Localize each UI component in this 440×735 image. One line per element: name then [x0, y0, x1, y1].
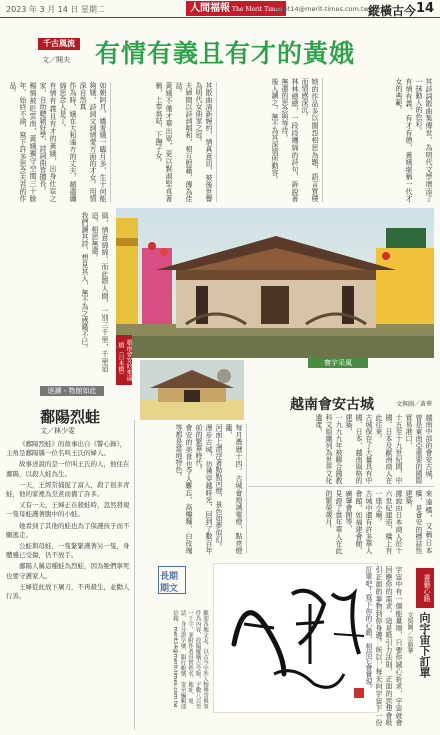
article1-body-col-4: 其詩詞散曲集傳世，為明代文學增添了一抹動人的色彩。 有情有義，有才有德，黃娥堪稱一代才女的典範。: [395, 78, 433, 202]
article2-tag: 寰宇采風: [308, 358, 368, 368]
article4-title: 向宇宙下訂單: [418, 612, 431, 678]
article4-author: 文與圖／宗勝華: [406, 612, 413, 654]
article3-author: 文／林少雯: [40, 427, 75, 435]
hoi-an-bridge-photo: [116, 208, 434, 358]
submission-notice-text: 歡迎各地文友，以古今中外人物傳奇與事件為內容，投稿縱橫古今版。字數八百至一千字，並附作者真實姓名、地址、電話、身分證字號、銀行帳號，寄至編輯部信箱：merit14@merit-times.com.tw: [172, 610, 208, 709]
column-tag: [158, 566, 186, 594]
page-number: 14: [416, 1, 435, 16]
article1-tag: 千古風流: [38, 38, 80, 50]
calligraphy-artwork: [213, 563, 378, 713]
page-header: [0, 0, 440, 18]
article2-author: 文與圖／黃華: [396, 401, 433, 408]
photo-caption: 越南會安的來遠橋（日本橋）: [116, 335, 132, 385]
article3-tag: 逐讀・物館如此: [40, 386, 104, 396]
hoi-an-temple-photo: [140, 360, 244, 420]
submission-notice: [142, 610, 208, 710]
article1-title: 有情有義且有才的黃娥: [95, 39, 356, 68]
bridge-illustration: [116, 208, 434, 358]
article1-author: 文／開夫: [42, 56, 70, 64]
article1-body-col-5: 風，情意綿綿，而此際人間，一別三千里，千里迢迢，相思無盡。 我們讀其詩，想見其人，無不為之感嘆不已。: [81, 212, 109, 372]
article1-body-col-1: 如朝阿月，嬌羞娥一臨月多，生十何能夠娥，詩詞文詞情愛方面的才女。用情深自然真 作為時，娥在大和遠方的丈夫，頗盡纏綿思念人是了。 有情有義且有才的黃娥，出身仕宦之家，自幼聰穎好學，詩詞曲皆擅長。 楊慎被貶雲南，黃娥獨守空閨三十餘年，始終不渝，寫下許多思念夫君的作品。: [9, 82, 107, 202]
calligraphy-illustration: [214, 564, 377, 712]
article2-title: 越南會安古城: [290, 397, 374, 413]
article4-body: 宇宙中有一個能量場，只要你誠心祈求，宇宙就會回應你的需求。這是吸引力法則，正面的思想會吸引正面的事物到你身邊。所以，每天向宇宙下一份訂單吧！寫下你的心願，相信它會實現。: [365, 566, 403, 727]
article3-title: 鄱陽烈蛙: [40, 408, 101, 426]
temple-illustration: [140, 360, 244, 420]
logo-chinese: 人間福報: [190, 3, 230, 14]
article1-body-col-3: 她的作品多以閨怨相思為題，語言質樸而情感深沉。 林林總總，一段段纏綿的詩句，訴說著無盡的思念與等待。 後人讀之，無不為其深情所動容。: [271, 78, 319, 202]
logo-english: The Merit Times: [232, 6, 283, 13]
newspaper-logo: [186, 1, 286, 16]
section-email[interactable]: merit14@merit-times.com.tw: [273, 5, 369, 13]
article3-body: 《鄱陽烈蛙》的故事出自《警心錄》，主角是鄱陽縣一位名叫王氏的婦人。 故事述說的是一位叫王氏的人，他住在鄱陽，以殺人蛙為生。 一天，王經常捕捉了富人，殺了很多青蛙，他的家裡為烹煮而備了許多。 又有一天，王婦正在殺蛙時，忽然發現一隻母蛙護著腹中的小蛙。 她看到了其他的蛙也為了保護孩子而不願逃走。 公蛙與母蛙，一隻緊緊護著另一隻，身體雖已受傷，仍不放手。 鄱陽人稱這種蛙為烈蛙，因為牠們寧死也要守護家人。 王婦從此放下屠刀，不再殺生，並勸人行善。: [6, 440, 130, 601]
article2-body-col-a: 越南中部的會安古城，曾是東南亞重要的國際貿易港口， 十五至十九世紀間，中國、日本及歐洲商人在此往來。 古城保存了大量具有中國、日本、越南風格的建築， 一九九九年被聯合國教科文組織列為世界文化遺產。: [315, 414, 433, 484]
article4-tag: 書藝心路: [416, 568, 434, 608]
column-tag-line2: 期文: [160, 584, 179, 594]
article2-body-col-b: 來遠橋，又稱日本橋，是會安的標誌性建築， 據說由日本商人於十六世紀建造，橋上有一座小廟。 古城中還有許多華人會館，如福建會館、廣肇會館等， 見證了當年華人在此的繁榮歲月。: [325, 490, 433, 554]
section-name: 縱橫古今: [368, 4, 417, 18]
article1-body-col-2: 其散曲清新婉約，情真意切，被後世譽為明代女曲家之冠。 夫婦間以詩詞唱和，相互慰藉，傳為佳話。 黃娥不僅才華出眾，更以賢淑堅貞著稱，上奉翁姑，下撫子女。: [155, 82, 213, 202]
column-tag-line1: 長期: [160, 572, 179, 582]
issue-date: 2023 年 3 月 14 日 星期二: [6, 5, 105, 14]
article2-body-col-c: 每月農曆十四，古城會熄滅電燈，點亮燈籠， 河面上漂浮著點點河燈，景色如夢似幻。 漫步古城，彷彿穿越時光，回到了數百年前的繁華時代。 會安的美食也令人難忘，高樓麵、白玫瑰等都是當地特色。: [175, 424, 243, 554]
